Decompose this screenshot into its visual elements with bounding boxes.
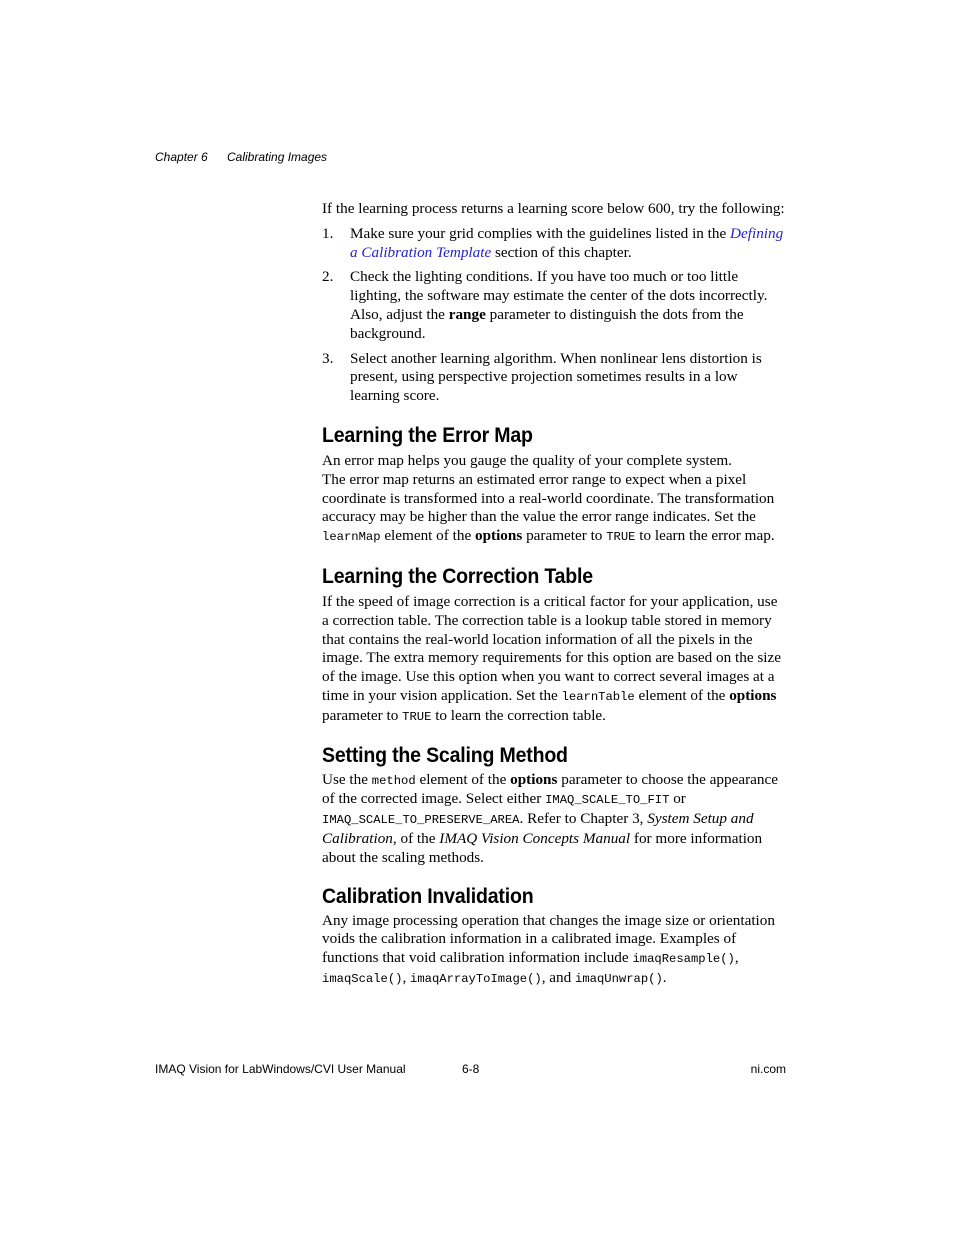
invalidation-paragraph: Any image processing operation that changes the image size or orientation voids the calibration information in a calibrated image. Examples of functions that void calibration information include imaqResample(), imaqScale(), imaqArrayToImage(), and imaqUnwrap().	[322, 911, 775, 986]
correction-table-heading: Learning the Correction Table	[322, 564, 593, 588]
header-title: Calibrating Images	[227, 150, 328, 164]
list-item: 1. Make sure your grid complies with the guidelines listed in the Defining a Calibration Template section of this chapter.	[322, 224, 784, 261]
scaling-method-heading: Setting the Scaling Method	[322, 743, 568, 767]
correction-table-paragraph: If the speed of image correction is a critical factor for your application, use a correction table. The correction table is a lookup table stored in memory that contains the real-world location information of all the pixels in the image. The extra memory requirements for this option are based on the size of the image. Use this option when you want to correct several images at a time in your vision application. Set the learnTable element of the options parameter to TRUE to learn the correction table.	[322, 592, 781, 724]
list-number: 1.	[322, 224, 334, 242]
footer-website: ni.com	[750, 1062, 786, 1076]
running-header	[155, 150, 327, 164]
troubleshooting-list	[322, 225, 784, 406]
intro-paragraph: If the learning process returns a learning score below 600, try the following:	[322, 200, 785, 217]
footer-manual-title: IMAQ Vision for LabWindows/CVI User Manual	[155, 1062, 406, 1076]
list-number: 3.	[322, 349, 334, 367]
calibration-template-link[interactable]: Defining a Calibration Template	[350, 224, 784, 261]
scaling-method-paragraph: Use the method element of the options parameter to choose the appearance of the corrected image. Select either IMAQ_SCALE_TO_FIT or IMAQ_SCALE_TO_PRESERVE_AREA. Refer to Chapter 3, System Setup and Calibration, of the IMAQ Vision Concepts Manual for more information about the scaling methods.	[322, 770, 778, 866]
error-map-heading: Learning the Error Map	[322, 423, 533, 447]
list-item: 3. Select another learning algorithm. When nonlinear lens distortion is present, using perspective projection sometimes results in a low learning score.	[322, 349, 762, 405]
footer-page-number: 6-8	[462, 1062, 480, 1076]
error-map-paragraph: An error map helps you gauge the quality of your complete system. The error map returns an estimated error range to expect when a pixel coordinate is transformed into a real-world coordinate. The transformation accuracy may be higher than the value the error range indicates. Set the learnMap element of the options parameter to TRUE to learn the error map.	[322, 451, 775, 545]
list-number: 2.	[322, 268, 334, 286]
header-chapter: Chapter 6	[155, 150, 208, 164]
list-item: 2. Check the lighting conditions. If you have too much or too little lighting, the software may estimate the center of the dots incorrectly. Also, adjust the range parameter to distinguish the dots from the background.	[322, 268, 768, 342]
invalidation-heading: Calibration Invalidation	[322, 884, 534, 908]
body-text	[322, 200, 784, 989]
